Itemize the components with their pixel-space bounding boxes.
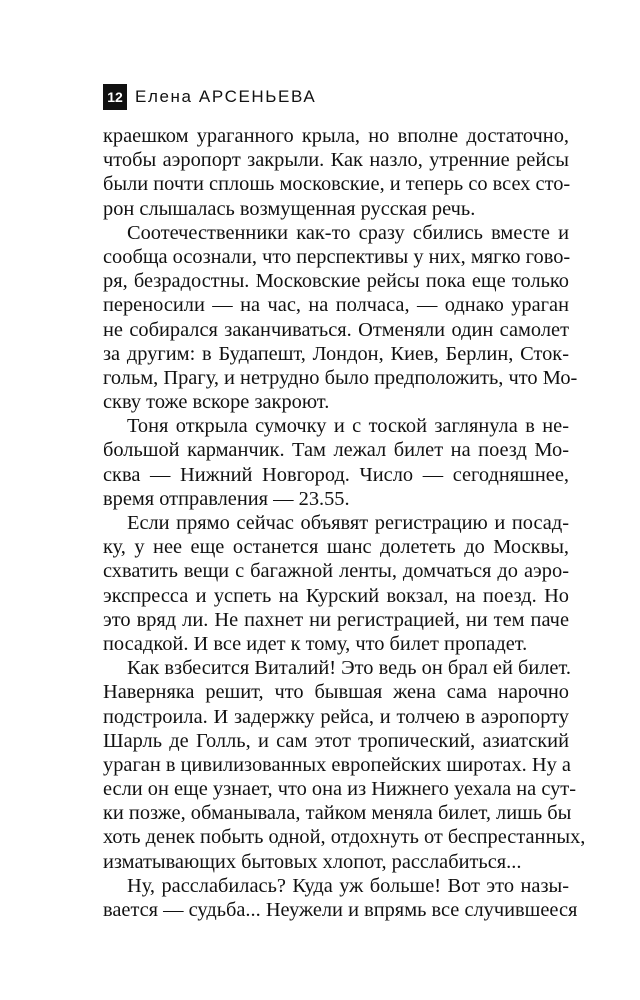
text-line: подстроила. И задержку рейса, и толчею в аэропорту xyxy=(103,705,569,728)
text-line: были почти сплошь московские, и теперь со всех сто- xyxy=(103,173,571,196)
author-name xyxy=(135,87,316,107)
text-line: ку, у нее еще останется шанс долететь до Москвы, xyxy=(103,536,569,559)
text-line: ря, безрадостны. Московские рейсы пока еще только xyxy=(103,270,569,293)
text-line: изматывающих бытовых хлопот, расслабиться... xyxy=(103,850,522,873)
text-line: краешком ураганного крыла, но вполне достаточно, xyxy=(103,125,569,147)
text-line: Наверняка решит, что бывшая жена сама нарочно xyxy=(103,681,569,704)
page-number: 12 xyxy=(103,84,127,110)
text-line: время отправления — 23.55. xyxy=(103,487,350,510)
text-line: ки позже, обманывала, тайком меняла билет, лишь бы xyxy=(103,802,572,825)
text-line: экспресса и успеть на Курский вокзал, на поезд. Но xyxy=(103,584,569,607)
text-line: вается — судьба... Неужели и впрямь все случившееся xyxy=(103,899,578,921)
text-line: хоть денек побыть одной, отдохнуть от беспрестанных, xyxy=(103,826,586,849)
text-line: ураган в цивилизованных европейских широтах. Ну а xyxy=(103,753,571,776)
text-line: Соотечественники как-то сразу сбились вместе и xyxy=(127,221,569,244)
running-header xyxy=(103,84,316,110)
text-line: схватить вещи с багажной ленты, домчаться до аэро- xyxy=(103,560,569,583)
text-line: если он еще узнает, что она из Нижнего уехала на сут- xyxy=(103,778,577,801)
text-line: сообща осознали, что перспективы у них, мягко гово- xyxy=(103,245,571,268)
text-line: не собирался заканчиваться. Отменяли один самолет xyxy=(103,318,569,341)
text-line: переносили — на час, на полчаса, — однако ураган xyxy=(103,294,569,317)
text-line: это вряд ли. Не пахнет ни регистрацией, ни тем паче xyxy=(103,608,569,631)
text-line: рон слышалась возмущенная русская речь. xyxy=(103,197,476,220)
text-line: Шарль де Голль, и сам этот тропический, азиатский xyxy=(103,729,569,752)
text-line: Тоня открыла сумочку и с тоской заглянула в не- xyxy=(127,415,569,438)
text-line: гольм, Прагу, и нетрудно было предположить, что Мо- xyxy=(103,366,578,389)
text-line: большой карманчик. Там лежал билет на поезд Мо- xyxy=(103,439,569,462)
author-last-name: АРСЕНЬЕВА xyxy=(198,87,317,106)
text-line: посадкой. И все идет к тому, что билет пропадет. xyxy=(103,632,528,655)
text-line: Если прямо сейчас объявят регистрацию и посад- xyxy=(127,512,569,534)
body-text xyxy=(103,124,586,922)
text-line: за другим: в Будапешт, Лондон, Киев, Берлин, Сток- xyxy=(103,342,569,365)
text-line: чтобы аэропорт закрыли. Как назло, утренние рейсы xyxy=(103,149,569,172)
text-line: Как взбесится Виталий! Это ведь он брал ей билет. xyxy=(127,657,571,680)
text-line: скву тоже вскоре закроют. xyxy=(103,391,330,414)
text-line: Ну, расслабилась? Куда уж больше! Вот это назы- xyxy=(127,874,569,897)
text-line: сква — Нижний Новгород. Число — сегодняшнее, xyxy=(103,463,569,486)
author-first-name: Елена xyxy=(135,87,193,106)
